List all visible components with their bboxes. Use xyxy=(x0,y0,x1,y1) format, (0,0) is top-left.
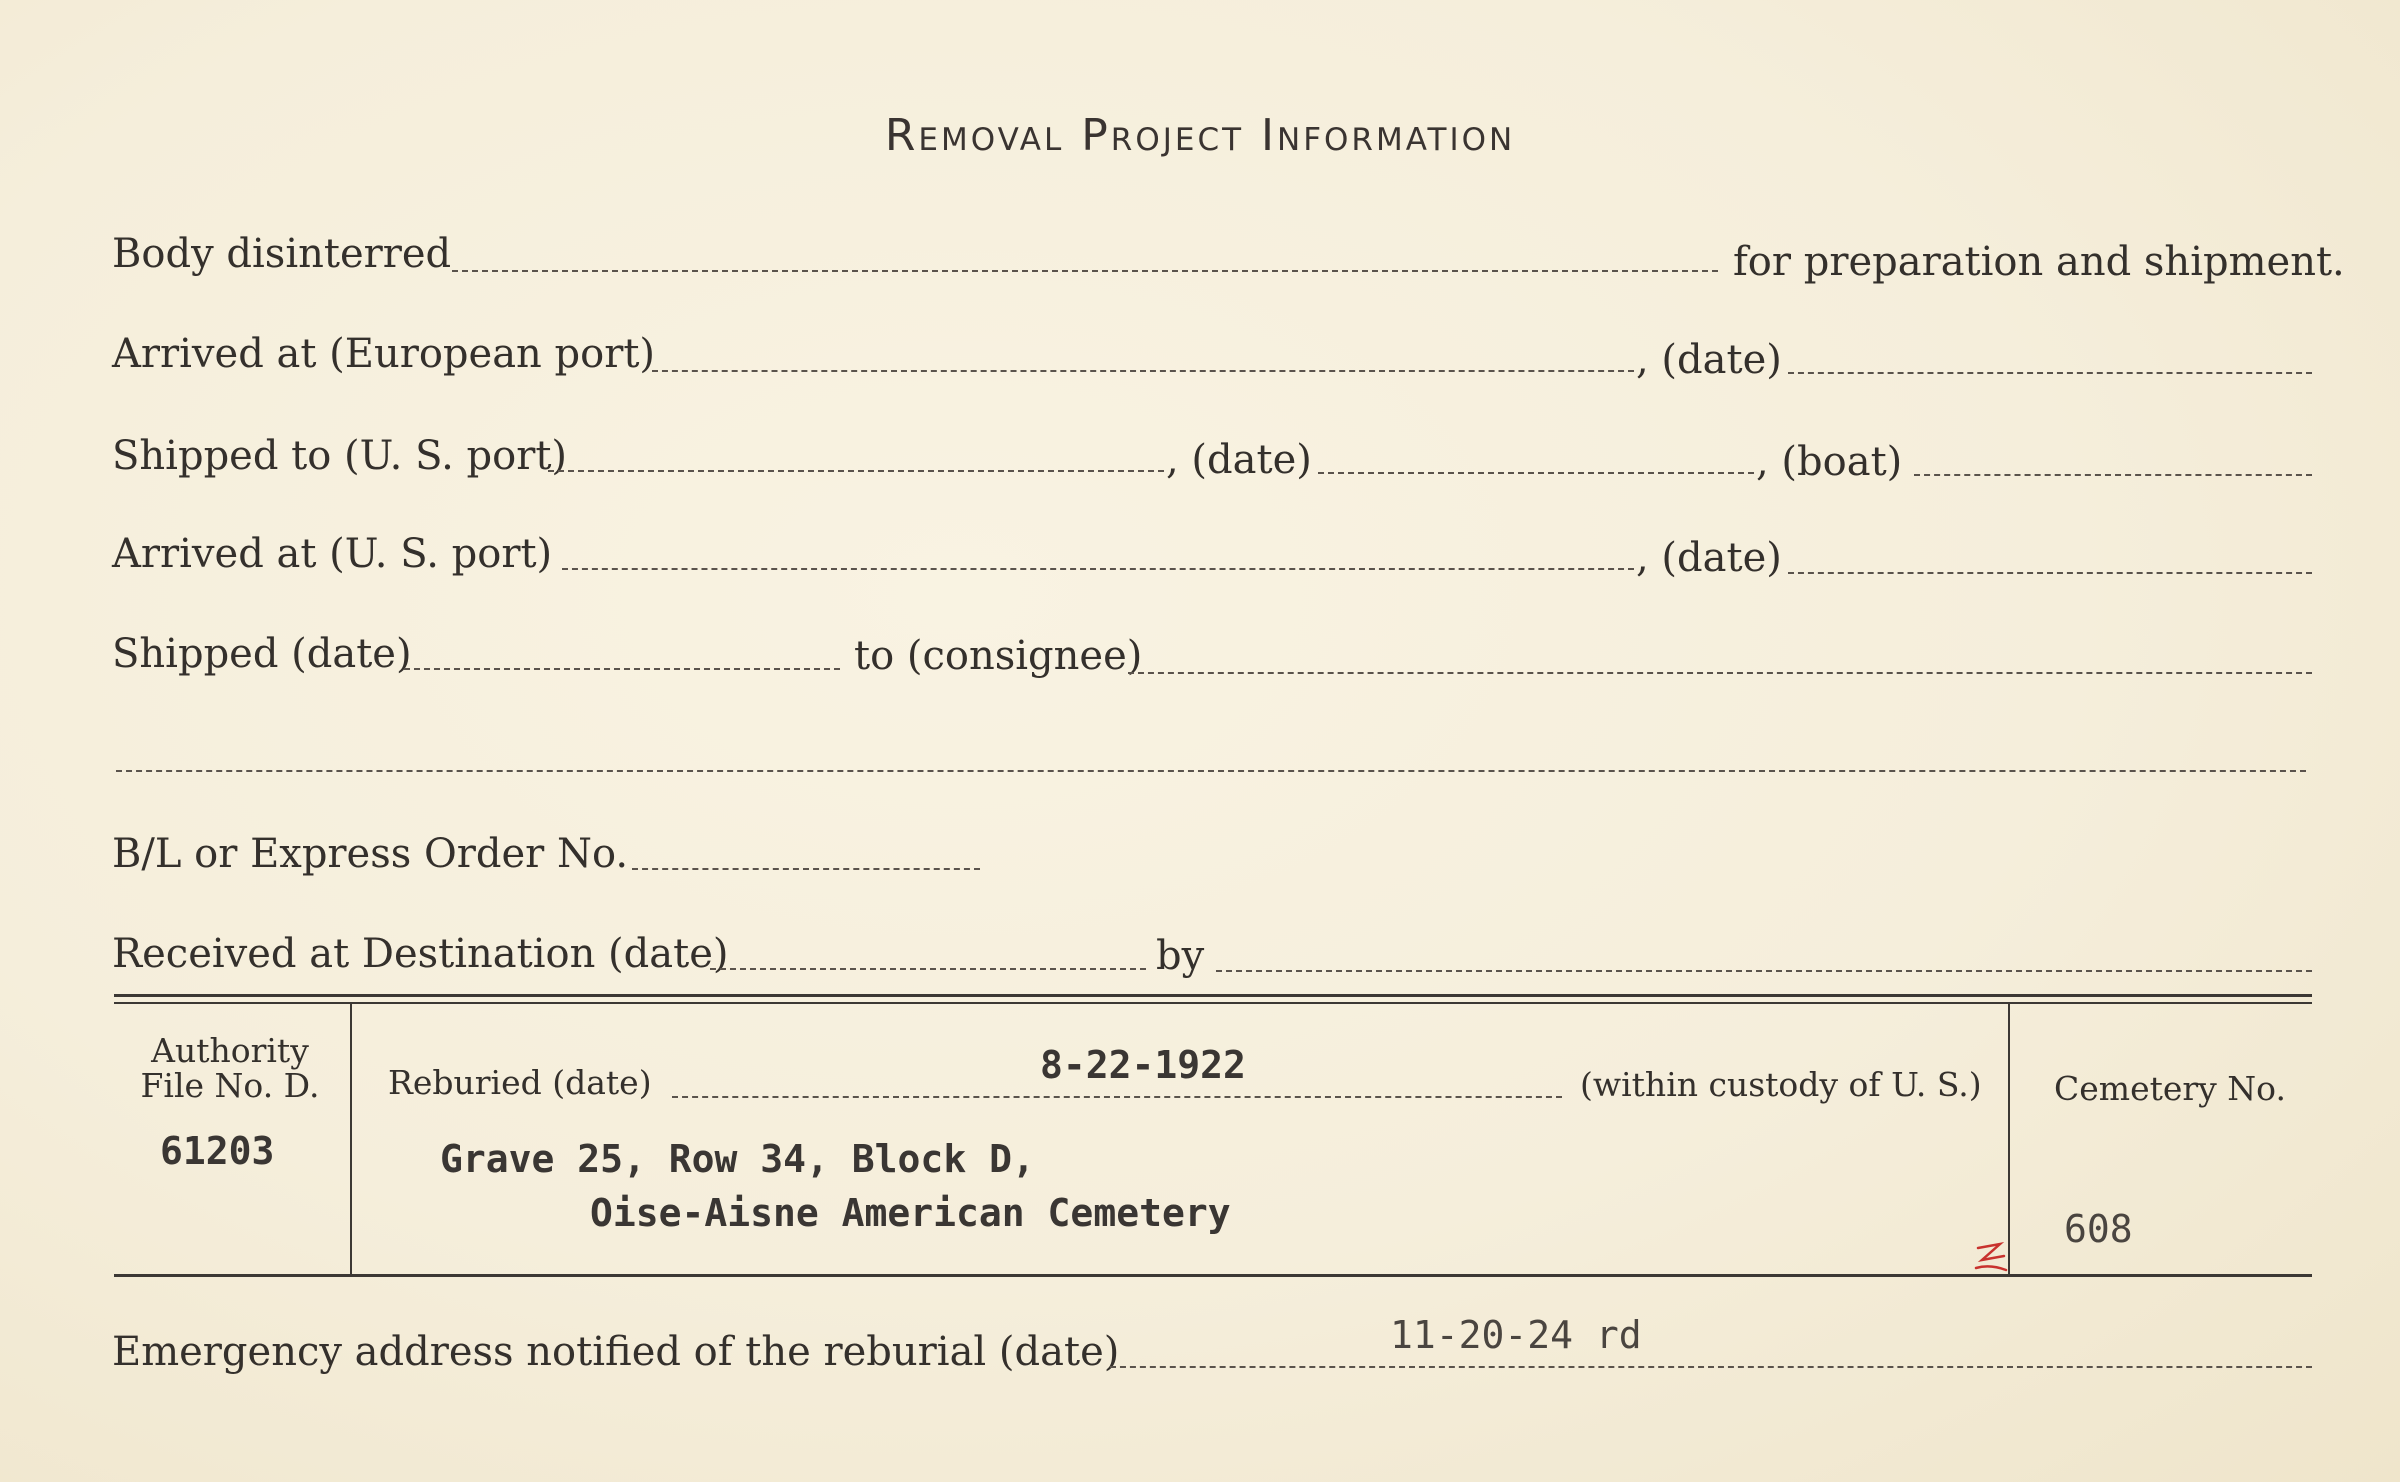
received-destination-line xyxy=(710,968,1146,970)
bl-order-label: B/L or Express Order No. xyxy=(112,831,629,877)
by-line xyxy=(1216,970,2312,972)
shipped-to-us-line xyxy=(548,470,1164,472)
shipped-date-label: Shipped (date) xyxy=(112,631,412,677)
emergency-address-line xyxy=(1110,1366,2312,1368)
to-consignee-label: to (consignee) xyxy=(854,633,1143,679)
consignee-continuation-line xyxy=(116,770,2306,772)
date-line-2 xyxy=(1318,472,1754,474)
custody-label: (within custody of U. S.) xyxy=(1580,1065,1982,1104)
cemetery-number-label: Cemetery No. xyxy=(2054,1069,2286,1108)
arrived-us-label: Arrived at (U. S. port) xyxy=(112,531,553,577)
body-disinterred-line xyxy=(452,270,1718,272)
authority-label xyxy=(120,1031,340,1105)
red-check-mark-icon xyxy=(1972,1238,2012,1278)
emergency-address-date: 11-20-24 rd xyxy=(1390,1313,1642,1357)
box-top-rule xyxy=(114,994,2312,997)
consignee-line xyxy=(1128,672,2312,674)
authority-file-number: 61203 xyxy=(160,1129,275,1173)
reburied-label: Reburied (date) xyxy=(388,1063,652,1102)
bl-order-line xyxy=(632,868,980,870)
reburied-date: 8-22-1922 xyxy=(1040,1043,1246,1087)
box-divider-left xyxy=(350,1004,352,1274)
date-label-3: , (date) xyxy=(1636,535,1782,581)
arrived-us-line xyxy=(562,568,1634,570)
card-title: Removal Project Information xyxy=(884,110,1516,161)
emergency-address-label: Emergency address notified of the reburial (date) xyxy=(112,1329,1120,1375)
shipped-to-us-label: Shipped to (U. S. port) xyxy=(112,433,567,479)
boat-label: , (boat) xyxy=(1756,439,1903,485)
date-label-2: , (date) xyxy=(1166,437,1312,483)
body-disinterred-label: Body disinterred xyxy=(112,231,452,277)
date-line-3 xyxy=(1788,572,2312,574)
box-top-rule-2 xyxy=(114,1002,2312,1004)
shipped-date-line xyxy=(404,668,840,670)
date-label-1: , (date) xyxy=(1636,337,1782,383)
boat-line xyxy=(1914,474,2312,476)
by-label: by xyxy=(1156,933,1205,979)
reburied-line xyxy=(672,1096,1562,1098)
date-line-1 xyxy=(1788,372,2312,374)
arrived-european-label: Arrived at (European port) xyxy=(112,331,656,377)
box-divider-right xyxy=(2008,1004,2010,1274)
grave-location-line-1: Grave 25, Row 34, Block D, xyxy=(440,1137,1035,1181)
cemetery-number: 608 xyxy=(2064,1207,2133,1251)
authority-label-line-2: File No. D. xyxy=(140,1065,320,1105)
arrived-european-line xyxy=(652,370,1634,372)
for-preparation-label: for preparation and shipment. xyxy=(1733,239,2345,285)
grave-location-line-2: Oise-Aisne American Cemetery xyxy=(590,1191,1231,1235)
received-destination-label: Received at Destination (date) xyxy=(112,931,729,977)
authority-label-line-1: Authority xyxy=(151,1031,309,1070)
